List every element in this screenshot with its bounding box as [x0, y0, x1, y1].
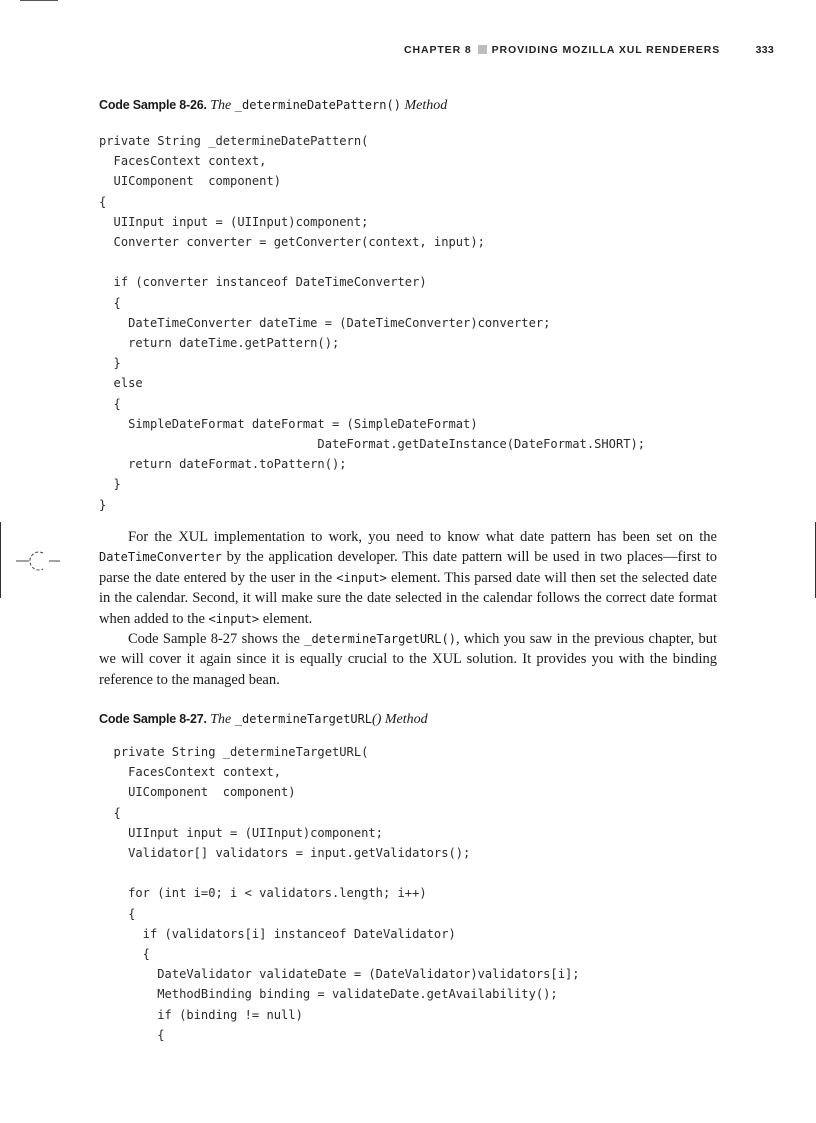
caption-the: The	[210, 712, 232, 727]
caption-method: () Method	[372, 712, 428, 727]
code-sample-caption	[99, 98, 447, 114]
code-sample-caption	[99, 712, 428, 728]
inline-code: _determineTargetURL()	[304, 632, 456, 647]
chapter-label: CHAPTER 8	[404, 44, 472, 56]
paragraph	[99, 527, 717, 629]
code-listing: private String _determineDatePattern( FacesContext context, UIComponent component) { UIInput input = (UIInput)component; Converter converter = getConverter(context, input); if (converter instanceof DateTimeConverter) { DateTimeConverter dateTime = (DateTimeConverter)converter; return dateTime.getPattern(); } else { SimpleDateFormat dateFormat = (SimpleDateFormat) DateFormat.getDateInstance(DateFormat.SHORT); return dateFormat.toPattern(); } }	[99, 134, 646, 512]
caption-code-name: _determineTargetURL	[234, 712, 373, 726]
caption-method: Method	[404, 98, 448, 113]
inline-code: <input>	[208, 611, 260, 626]
chapter-title: PROVIDING MOZILLA XUL RENDERERS	[491, 44, 721, 56]
caption-code-name: _determineDatePattern()	[234, 98, 401, 112]
inline-code: DateTimeConverter	[99, 550, 222, 565]
text-run: element. This parsed date will then set the selected date in the calendar. Second, it will make sure the date selected in the calendar follows the correct date format when added to the	[99, 569, 717, 627]
paragraph	[99, 629, 717, 690]
page-number: 333	[755, 44, 774, 56]
caption-the: The	[210, 98, 232, 113]
body-text	[99, 527, 717, 690]
text-run: , which you saw in the previous chapter, but we will cover it again since it is equally crucial to the XUL solution. It provides you with the binding reference to the managed bean.	[99, 631, 717, 688]
inline-code: <input>	[336, 570, 387, 585]
crop-mark-top	[20, 0, 58, 1]
text-run: For the XUL implementation to work, you need to know what date pattern has been set on the	[128, 529, 717, 545]
text-run: Code Sample 8-27 shows the	[128, 631, 305, 648]
caption-label: Code Sample 8-27.	[99, 712, 207, 726]
text-run: by the application developer. This date pattern will be used in two places—first to parse the date entered by the user in the	[99, 549, 717, 586]
caption-label: Code Sample 8-26.	[99, 98, 207, 112]
square-bullet-icon	[478, 45, 487, 54]
code-listing: private String _determineTargetURL( FacesContext context, UIComponent component) { UIInput input = (UIInput)component; Validator[] validators = input.getValidators(); for (int i=0; i < validators.length; i++) { if (validators[i] instanceof DateValidator) { DateValidator validateDate = (DateValidator)validators[i]; MethodBinding binding = validateDate.getAvailability(); if (binding != null) {	[113, 745, 580, 1042]
registration-mark-icon	[16, 549, 60, 573]
running-head	[404, 44, 774, 56]
text-run: element.	[259, 610, 313, 627]
margin-rule-left	[0, 522, 1, 598]
